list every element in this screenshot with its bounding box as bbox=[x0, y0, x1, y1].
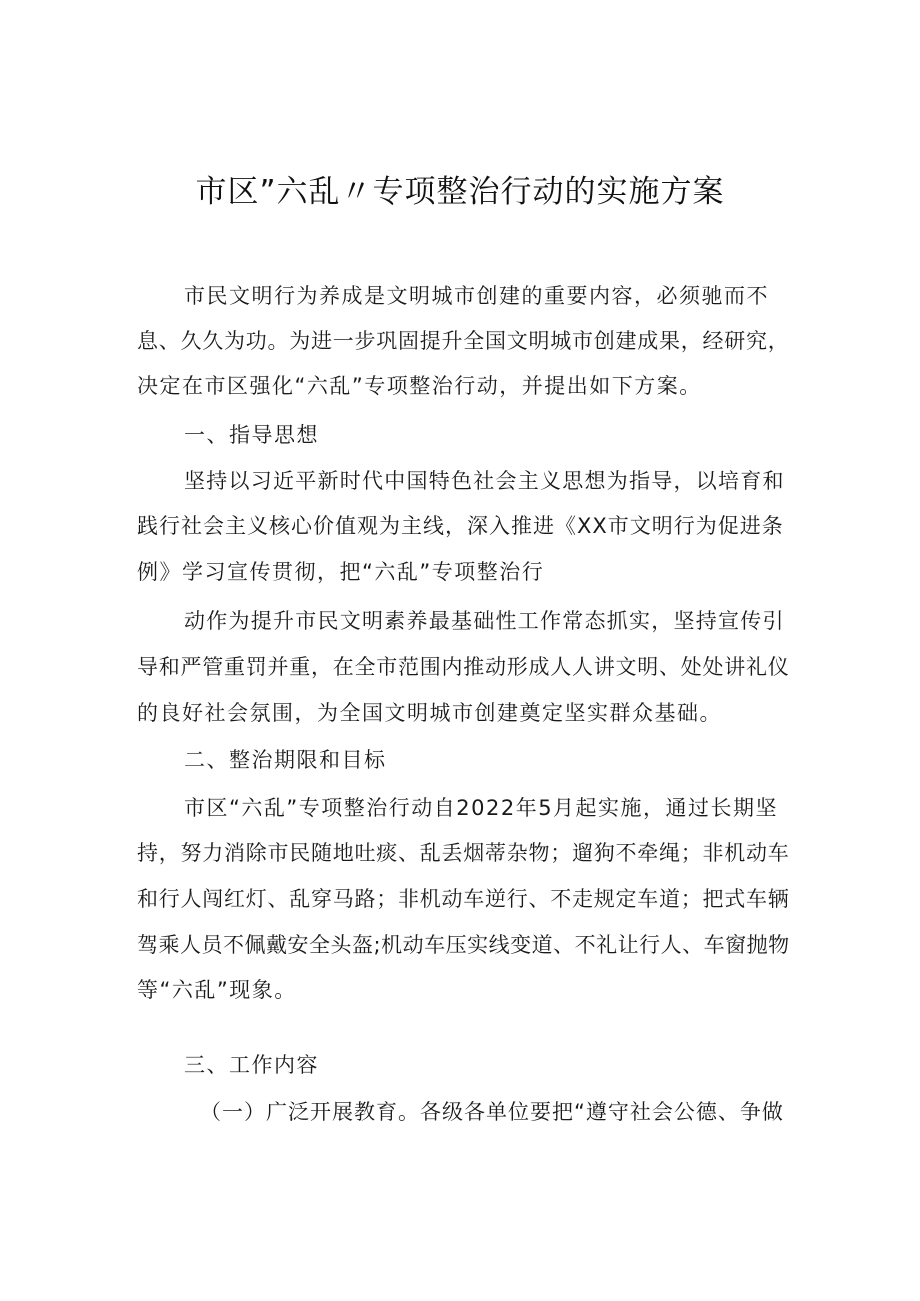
paragraph-line: 践行社会主义核心价值观为主线，深入推进《XX市文明行为促进条 bbox=[137, 514, 784, 538]
paragraph-line: 市区“六乱”专项整治行动自2022年5月起实施，通过长期坚 bbox=[184, 796, 779, 820]
section-heading: 一、指导思想 bbox=[184, 423, 319, 447]
paragraph-line: 导和严管重罚并重，在全市范围内推动形成人人讲文明、处处讲礼仪 bbox=[137, 655, 790, 679]
paragraph-line: 息、久久为功。为进一步巩固提升全国文明城市创建成果，经研究， bbox=[137, 329, 790, 353]
section-heading: 三、工作内容 bbox=[184, 1053, 319, 1077]
paragraph-line: 和行人闯红灯、乱穿马路；非机动车逆行、不走规定车道；把式车辆 bbox=[137, 887, 790, 911]
paragraph-line: 的良好社会氛围，为全国文明城市创建奠定坚实群众基础。 bbox=[137, 701, 722, 725]
paragraph-line: 等“六乱”现象。 bbox=[137, 978, 297, 1002]
paragraph-line: 市民文明行为养成是文明城市创建的重要内容，必须驰而不 bbox=[184, 284, 769, 308]
paragraph-line: 例》学习宣传贯彻，把“六乱”专项整治行 bbox=[137, 560, 545, 584]
paragraph-line: 决定在市区强化“六乱”专项整治行动，并提出如下方案。 bbox=[137, 374, 702, 398]
section-heading: 二、整治期限和目标 bbox=[184, 748, 387, 772]
paragraph-line: 动作为提升市民文明素养最基础性工作常态抓实，坚持宣传引 bbox=[184, 609, 785, 633]
paragraph-line: 坚持以习近平新时代中国特色社会主义思想为指导，以培育和 bbox=[184, 469, 785, 493]
paragraph-line: 持，努力消除市民随地吐痰、乱丢烟蒂杂物；遛狗不牵绳；非机动车 bbox=[137, 841, 790, 865]
paragraph-line: 驾乘人员不佩戴安全头盔;机动车压实线变道、不礼让行人、车窗抛物 bbox=[137, 933, 790, 957]
document-title: 市区”六乱〃专项整治行动的实施方案 bbox=[195, 174, 725, 210]
paragraph-line: （一）广泛开展教育。各级各单位要把“遵守社会公德、争做 bbox=[200, 1100, 784, 1124]
